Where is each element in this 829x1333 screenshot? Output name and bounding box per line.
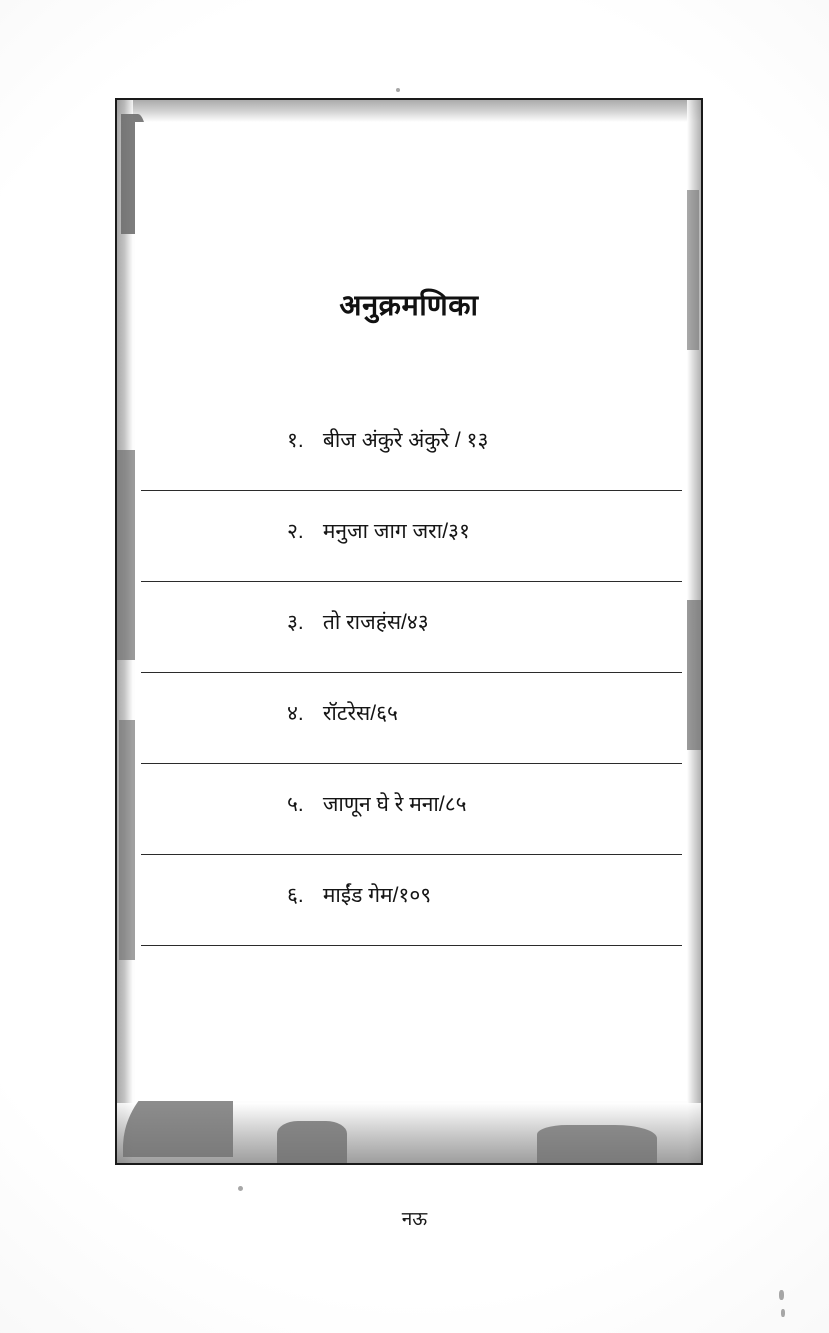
scan-speck <box>779 1290 784 1300</box>
toc-entry-text: तो राजहंस/४३ <box>322 611 429 634</box>
scan-edge-right <box>687 100 701 1163</box>
toc-row[interactable] <box>139 491 684 582</box>
toc-row[interactable] <box>139 764 684 855</box>
scan-speck <box>396 88 400 92</box>
page-folio-number: नऊ <box>401 1209 428 1230</box>
toc-entry-number: १. <box>287 429 304 452</box>
toc-row[interactable] <box>139 855 684 946</box>
toc-entry-text: रॉटरेस/६५ <box>322 702 398 725</box>
scan-edge-bottom <box>117 1103 701 1163</box>
toc-entry[interactable] <box>287 699 398 727</box>
toc-entry-number: ३. <box>287 611 304 634</box>
scan-edge-top <box>117 100 701 122</box>
table-of-contents <box>139 400 684 946</box>
page-title: अनुक्रमणिका <box>339 290 479 322</box>
page-border-frame <box>115 98 703 1165</box>
toc-entry[interactable] <box>287 790 467 818</box>
toc-entry-text: मनुजा जाग जरा/३१ <box>322 520 470 543</box>
toc-entry[interactable] <box>287 881 431 909</box>
toc-entry-number: ६. <box>287 884 304 907</box>
scan-blob-bottom-right <box>537 1125 657 1163</box>
toc-row[interactable] <box>139 673 684 764</box>
toc-entry-number: २. <box>287 520 304 543</box>
toc-row[interactable] <box>139 582 684 673</box>
toc-entry-number: ४. <box>287 702 304 725</box>
scan-edge-left <box>117 100 133 1163</box>
scan-speck <box>238 1186 243 1191</box>
toc-entry[interactable] <box>287 517 470 545</box>
toc-row[interactable] <box>139 400 684 491</box>
scan-blob-bottom-mid <box>277 1121 347 1163</box>
toc-entry-number: ५. <box>287 793 304 816</box>
toc-entry-text: जाणून घे रे मना/८५ <box>322 793 467 816</box>
scan-speck <box>781 1309 785 1317</box>
toc-entry-text: बीज अंकुरे अंकुरे / १३ <box>322 429 489 452</box>
toc-entry-text: माईंड गेम/१०९ <box>322 884 432 907</box>
toc-entry[interactable] <box>287 426 488 454</box>
toc-entry[interactable] <box>287 608 429 636</box>
toc-rule <box>141 945 682 946</box>
